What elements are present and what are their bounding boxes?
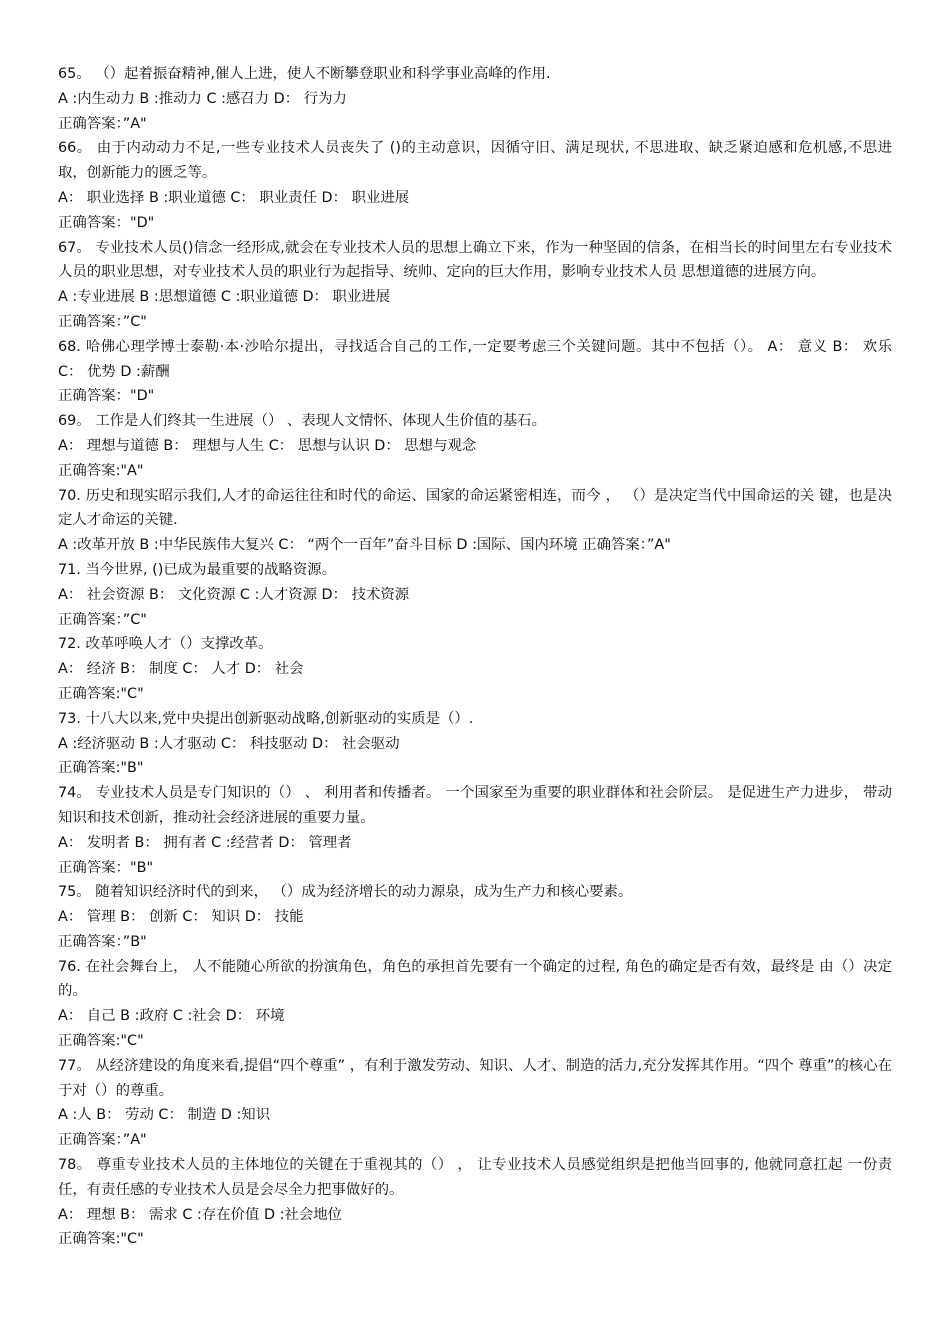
options-75: A： 管理 B： 创新 C： 知识 D： 技能 [58,909,304,926]
options-74: A： 发明者 B： 拥有者 C :经营者 D： 管理者 [58,834,352,851]
options-77: A :人 B： 劳动 C： 制造 D :知识 [58,1107,271,1124]
options-71: A： 社会资源 B： 文化资源 C :人才资源 D： 技术资源 [58,586,410,603]
question-71: 71. 当今世界, ()已成为最重要的战略资源。 [58,561,337,578]
options-67: A :专业进展 B :思想道德 C :职业道德 D： 职业进展 [58,289,391,306]
question-77: 77。 从经济建设的角度来看,提倡“四个尊重” ，有利于激发劳动、知识、人才、制造的活力,充分发挥其作用。“四个 尊重”的核心在于对（）的尊重。 [58,1057,892,1099]
answer-74: 正确答案："B" [58,859,154,876]
question-74: 74。 专业技术人员是专门知识的（） 、 利用者和传播者。 一个国家至为重要的职业群体和社会阶层。 是促进生产力进步， 带动知识和技术创新，推动社会经济进展的重要力量。 [58,785,892,826]
answer-68: 正确答案："D" [58,388,155,405]
question-65: 65。 （）起着振奋精神,催人上进，使人不断攀登职业和科学事业高峰的作用. [58,66,551,82]
question-75: 75。 随着知识经济时代的到来， （）成为经济增长的动力源泉，成为生产力和核心要素。 [58,884,633,901]
answer-72: 正确答案:"C" [58,685,144,702]
question-78: 78。 尊重专业技术人员的主体地位的关键在于重视其的（） ， 让专业技术人员感觉组织是把他当回事的, 他就同意扛起 一份责任，有责任感的专业技术人员是会尽全力把事做好的。 [58,1157,892,1198]
options-73: A :经济驱动 B :人才驱动 C： 科技驱动 D： 社会驱动 [58,735,400,752]
answer-65: 正确答案：”A" [58,115,147,132]
question-72: 72. 改革呼唤人才（）支撑改革。 [58,636,273,653]
question-66: 66。 由于内动动力不足,一些专业技术人员丧失了 ()的主动意识，因循守旧、满足现状, 不思进取、缺乏紧迫感和危机感,不思进取，创新能力的匮乏等。 [58,140,892,182]
answer-73: 正确答案:"B" [58,760,144,777]
answer-77: 正确答案：”A" [58,1132,147,1149]
question-70: 70. 历史和现实昭示我们,人才的命运往往和时代的命运、国家的命运紧密相连，而今 ， （）是决定当代中国命运的关 键，也是决定人才命运的关键. [58,487,892,529]
question-68: 68. 哈佛心理学博士泰勒·本·沙哈尔提出，寻找适合自己的工作,一定要考虑三个关键问题。其中不包括（）。 A： 意义 B： 欢乐 C： 优势 D :薪酬 [58,338,892,380]
options-72: A： 经济 B： 制度 C： 人才 D： 社会 [58,661,304,678]
answer-66: 正确答案："D" [58,214,155,231]
options-65: A :内生动力 B :推动力 C :感召力 D： 行为力 [58,90,347,107]
answer-76: 正确答案:"C" [58,1033,144,1050]
question-67: 67。 专业技术人员()信念一经形成,就会在专业技术人员的思想上确立下来，作为一种坚固的信条，在相当长的时间里左右专业技术人员的职业思想，对专业技术人员的职业行为起指导、统帅、定向的巨大作用，影响专业技术人员 思想道德的进展方向。 [58,239,892,281]
question-73: 73. 十八大以来,党中央提出创新驱动战略,创新驱动的实质是（）. [58,710,474,727]
answer-71: 正确答案：”C" [58,611,147,628]
options-78: A： 理想 B： 需求 C :存在价值 D :社会地位 [58,1206,343,1223]
question-69: 69。 工作是人们终其一生进展（） 、表现人文情怀、体现人生价值的基石。 [58,413,546,430]
options-answer-70: A :改革开放 B :中华民族伟大复兴 C： “两个一百年”奋斗目标 D :国际、国内环境 正确答案：”A" [58,537,671,554]
options-66: A： 职业选择 B :职业道德 C： 职业责任 D： 职业进展 [58,189,410,206]
answer-78: 正确答案:"C" [58,1231,144,1248]
answer-75: 正确答案：”B" [58,933,147,950]
question-76: 76. 在社会舞台上， 人不能随心所欲的扮演角色，角色的承担首先要有一个确定的过程, 角色的确定是否有效，最终是 由（）决定的。 [58,958,892,1000]
options-69: A： 理想与道德 B： 理想与人生 C： 思想与认识 D： 思想与观念 [58,437,477,454]
answer-67: 正确答案：”C" [58,313,147,330]
options-76: A： 自己 B :政府 C :社会 D： 环境 [58,1008,285,1025]
answer-69: 正确答案:"A" [58,462,144,479]
